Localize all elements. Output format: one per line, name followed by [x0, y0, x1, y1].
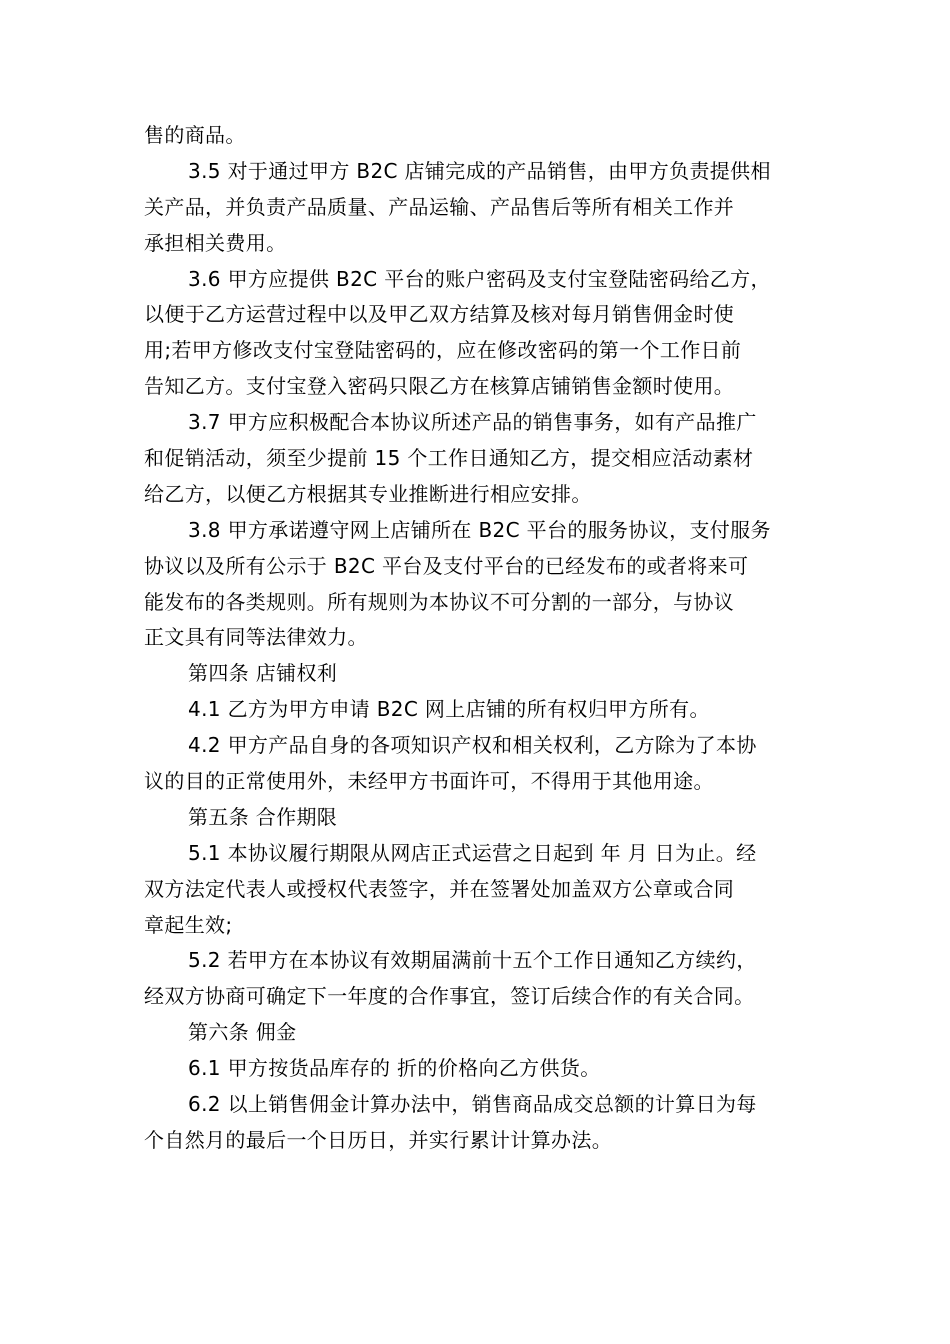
- clause-5-1: 5.1 本协议履行期限从网店正式运营之日起到 年 月 日为止。经: [188, 840, 757, 865]
- text-line: 双方法定代表人或授权代表签字，并在签署处加盖双方公章或合同: [144, 876, 735, 901]
- text-line: 和促销活动，须至少提前 15 个工作日通知乙方，提交相应活动素材: [144, 446, 754, 471]
- text-line: 章起生效;: [144, 912, 233, 937]
- text-line: 议的目的正常使用外，未经甲方书面许可，不得用于其他用途。: [144, 769, 714, 794]
- text-line: 关产品，并负责产品质量、产品运输、产品售后等所有相关工作并: [144, 194, 735, 219]
- clause-3-6: 3.6 甲方应提供 B2C 平台的账户密码及支付宝登陆密码给乙方，: [188, 266, 771, 291]
- text-line: 经双方协商可确定下一年度的合作事宜，签订后续合作的有关合同。: [144, 984, 755, 1009]
- clause-5-2: 5.2 若甲方在本协议有效期届满前十五个工作日通知乙方续约，: [188, 948, 757, 973]
- article-4-heading: 第四条 店铺权利: [188, 661, 338, 686]
- document-body: [144, 118, 808, 1159]
- text-line: 协议以及所有公示于 B2C 平台及支付平台的已经发布的或者将来可: [144, 553, 749, 578]
- text-line: 正文具有同等法律效力。: [144, 625, 368, 650]
- text-line: 个自然月的最后一个日历日，并实行累计计算办法。: [144, 1127, 613, 1152]
- clause-3-7: 3.7 甲方应积极配合本协议所述产品的销售事务，如有产品推广: [188, 410, 757, 435]
- text-line: 以便于乙方运营过程中以及甲乙双方结算及核对每月销售佣金时使: [144, 302, 735, 327]
- clause-3-5: 3.5 对于通过甲方 B2C 店铺完成的产品销售，由甲方负责提供相: [188, 158, 771, 183]
- text-line: 告知乙方。支付宝登入密码只限乙方在核算店铺销售金额时使用。: [144, 374, 735, 399]
- text-line: 用;若甲方修改支付宝登陆密码的，应在修改密码的第一个工作日前: [144, 338, 742, 363]
- article-6-heading: 第六条 佣金: [188, 1020, 297, 1045]
- clause-6-1: 6.1 甲方按货品库存的 折的价格向乙方供货。: [188, 1056, 601, 1081]
- text-line: 能发布的各类规则。所有规则为本协议不可分割的一部分，与协议: [144, 589, 735, 614]
- clause-3-8: 3.8 甲方承诺遵守网上店铺所在 B2C 平台的服务协议，支付服务: [188, 517, 771, 542]
- text-line: 售的商品。: [144, 123, 246, 147]
- clause-6-2: 6.2 以上销售佣金计算办法中，销售商品成交总额的计算日为每: [188, 1092, 757, 1117]
- clause-4-1: 4.1 乙方为甲方申请 B2C 网上店铺的所有权归甲方所有。: [188, 697, 710, 722]
- clause-4-2: 4.2 甲方产品自身的各项知识产权和相关权利，乙方除为了本协: [188, 733, 757, 758]
- text-line: 承担相关费用。: [144, 230, 287, 255]
- text-line: 给乙方，以便乙方根据其专业推断进行相应安排。: [144, 481, 592, 506]
- article-5-heading: 第五条 合作期限: [188, 804, 338, 829]
